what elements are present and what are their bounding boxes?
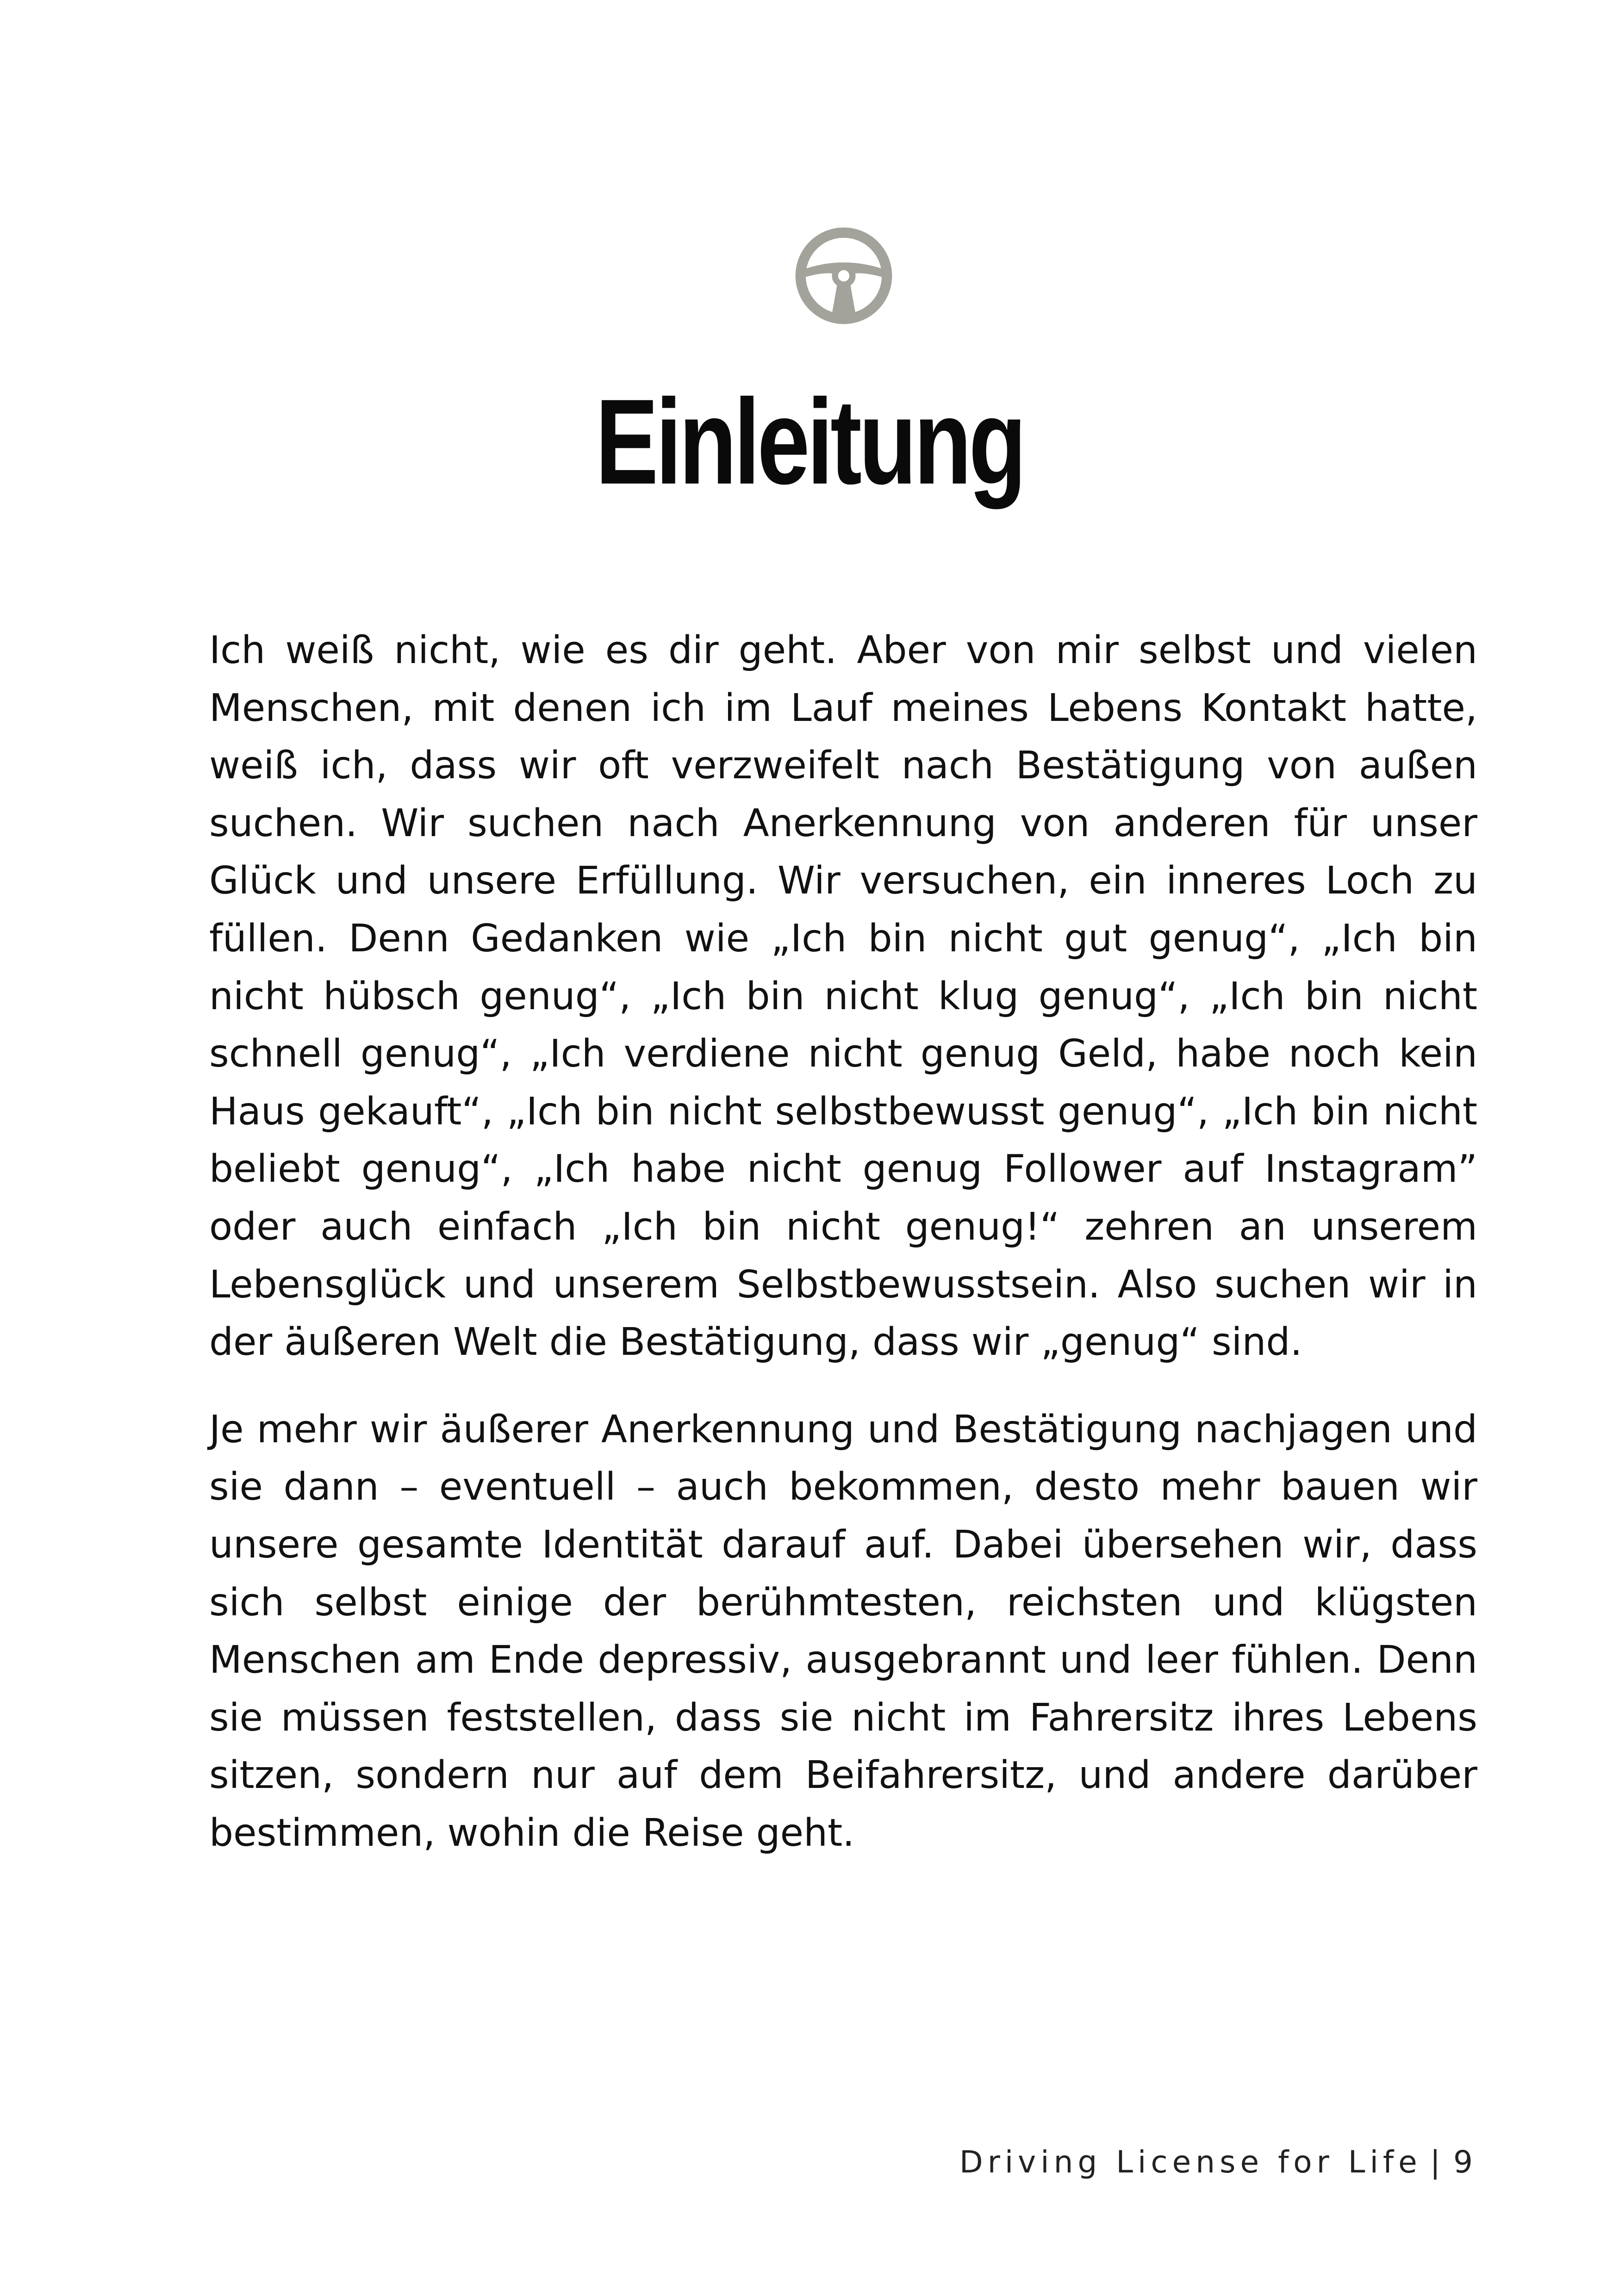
- page-footer: [959, 2141, 1477, 2183]
- paragraph: Ich weiß nicht, wie es dir geht. Aber von mir selbst und vielen Menschen, mit denen ich im Lauf meines Lebens Kontakt hatte, weiß ich, dass wir oft verzweifelt nach Bestätigung von außen suchen. Wir suchen nach Anerkennung von anderen für unser Glück und unsere Erfüllung. Wir versuchen, ein inneres Loch zu füllen. Denn Gedanken wie „Ich bin nicht gut genug“, „Ich bin nicht hübsch genug“, „Ich bin nicht klug genug“, „Ich bin nicht schnell genug“, „Ich verdiene nicht genug Geld, habe noch kein Haus gekauft“, „Ich bin nicht selbstbewusst genug“, „Ich bin nicht beliebt genug“, „Ich habe nicht genug Follower auf Instagram” oder auch einfach „Ich bin nicht genug!“ zehren an unserem Lebensglück und unserem Selbstbewusstsein. Also suchen wir in der äußeren Welt die Bestätigung, dass wir „genug“ sind.: [209, 628, 1477, 1365]
- body-text: [209, 622, 1477, 1862]
- paragraph: Je mehr wir äußerer Anerkennung und Bestätigung nachjagen und sie dann – eventuell – auch bekommen, desto mehr bauen wir unsere gesamte Identität darauf auf. Dabei übersehen wir, dass sich selbst einige der berühmtesten, reichsten und klügsten Menschen am Ende depressiv, ausgebrannt und leer fühlen. Denn sie müssen feststellen, dass sie nicht im Fahrersitz ihres Lebens sitzen, sondern nur auf dem Beifahrersitz, und andere darüber bestimmen, wohin die Reise geht.: [209, 1407, 1477, 1855]
- steering-wheel-icon: [792, 224, 895, 327]
- page-number: 9: [1453, 2144, 1477, 2180]
- page-title: Einleitung: [595, 374, 1024, 509]
- book-title: Driving License for Life: [959, 2144, 1422, 2180]
- footer-separator: |: [1430, 2144, 1445, 2180]
